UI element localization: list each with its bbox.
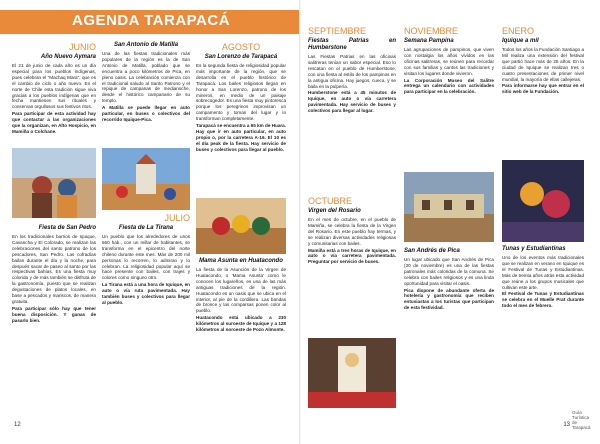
photo-san-lorenzo (196, 198, 286, 254)
page-number-right: 13 (563, 422, 570, 428)
event-info-semana-pampina: La Corporación Museo del Salitre entrega un calendario con actividades para participar en la celebración. (404, 77, 494, 95)
photo-aymara (12, 148, 96, 218)
event-info-tunas: El Festival de Tunas y Estudiantinas se celebra en el Muelle Prat durante todo el mes de febrero. (502, 291, 584, 309)
event-body-san-andres: Un lugar ubicado que San Andrés de Pica (30 de noviembre) es una de las fiestas patronales más coloridas de la comuna. Se celebra con bailes religiosos y es una linda oportunidad para visitar el oasis. (404, 257, 494, 286)
event-title-san-lorenzo: San Lorenzo de Tarapacá (204, 54, 278, 60)
side-guide-label: Guía Turística de Tarapacá (572, 410, 591, 430)
event-info-iquique-a-mil: Para informarse hay que entrar en el sitio web de la Fundación. (502, 83, 584, 95)
octubre-section (308, 196, 396, 266)
photo-pampina (404, 172, 494, 242)
event-body-iquique-a-mil: Todos los años la Fundación Santiago a Mil realiza una extensión del festival que partió hace más de 25 años. En la ciudad de Iquique se realizan tres o cuatro presentaciones de primer nivel mundial, la mayoría de ellas callejeras. (502, 47, 584, 82)
tunas-section (502, 246, 584, 310)
san-andres-section (404, 248, 494, 312)
page-title: AGENDA TARAPACÁ (72, 12, 231, 29)
photo-virgen-rosario (308, 338, 396, 408)
event-title-tunas: Tunas y Estudiantinas (502, 246, 566, 252)
event-info-matilla: A Matilla se puede llegar en auto particular, en buses o colectivos del recorrido Iquique-Pica. (102, 105, 190, 122)
event-body-san-pedro: En los tradicionales barrios de Iquique, Cavancha y El Colorado, se realizan las celebraciones del santo patrono de los pescadores, San Pedro. Las cofradías bailan durante el día y la noche, para después sacar de paseo al santo por las respectivas bahías. Es una fiesta muy colorida y de más también se disfruta de la gastronomía, puesto que se realizan degustaciones de platos locales, en base a pescados y mariscos, de manera gratuita. (12, 234, 96, 304)
month-junio: JUNIO (69, 42, 96, 52)
event-info-san-andres: Pica dispone de abundante oferta de hotelería y gastronomía que reciben entusiastas a los turistas que participan de esta festividad. (404, 287, 494, 311)
month-noviembre: NOVIEMBRE (404, 26, 459, 36)
event-info-fiestas-patrias: Humberstone está a 45 minutos de Iquique, en auto o vía carretera pavimentada. Hay servicio de buses y colectivos para llegar al lugar. (308, 90, 396, 114)
photo-matilla (102, 148, 190, 210)
event-body-virgen-rosario: En el mes de octubre, en el pueblo de Mamiña, se celebra la fiesta de la Virgen del Rosario. En este pueblo hay termas, y se realizan diversas actividades religiosas y comunitarias con bailes. (308, 217, 396, 246)
event-body-fiestas-patrias: Las Fiestas Patrias en las oficinas salitreras tenían un sabor especial. Eso lo rescatan en el pueblo de Humberstone, con una fiesta al estilo de los pampinos en la antigua oficina. Hay juegos, cueca, y se baila en la pulpería. (308, 54, 396, 89)
agosto-section (196, 42, 286, 154)
month-julio: JULIO (164, 213, 190, 223)
event-title-mama-asunta: Mama Asunta en Huatacondo (199, 258, 283, 264)
junio-section (12, 42, 96, 136)
month-enero: ENERO (502, 26, 535, 36)
month-octubre: OCTUBRE (308, 196, 353, 206)
page-number-left: 12 (14, 422, 21, 428)
event-body-mama-asunta: La fiesta de la Asunción de la Virgen de Huatacondo, o 'Mama Asunta' como le conocen los lugareños, es una de las más antiguas tradiciones de la región. Huatacondo es un oasis que se ubica en el interior, al pie de la cordillera. Las bandas de bronce y las comparsas ponen color al pueblo. (196, 267, 286, 314)
event-info-mama-asunta: Huatacondo está ubicado a 230 kilómetros al suroeste de Iquique y a 128 kilómetros al noroeste de Pozo Almonte. (196, 315, 286, 333)
event-info-la-tirana: La Tirana está a una hora de Iquique, en auto o vía ruta pavimentada. Hay también buses y colectivos para llegar al pueblo. (102, 282, 190, 305)
noviembre-section (404, 26, 494, 96)
event-title-la-tirana: Fiesta de La Tirana (118, 225, 174, 231)
julio-section (102, 213, 190, 307)
event-title-san-andres: San Andrés de Pica (404, 248, 460, 254)
event-title-ano-nuevo: Año Nuevo Aymara (40, 54, 96, 60)
septiembre-section (308, 26, 396, 115)
event-body-san-lorenzo: Es la segunda fiesta de religiosidad popular más importante de la región, que se desarrolla en el pueblo histórico de Tarapacá. Los bailes religiosos llegan en honor a San Lorenzo, patrono de los mineros, en medio de un paisaje sobrecogedor. Es una fiesta muy pintoresca porque los peregrinos improvisan un campamento y toman del lugar y lo transforman completamente. (196, 63, 286, 122)
matilla-section (102, 42, 190, 124)
event-info-virgen-rosario: Mamiña está a tres horas de Iquique, en auto o vía carretera pavimentada. Preguntar por servicio de buses. (308, 247, 396, 265)
event-title-fiestas-patrias: Fiestas Patrias en Humberstone (308, 38, 396, 51)
event-body-matilla: Una de las fiestas tradicionales más populares de la región es la de San Antonio de Matilla, poblado que se encuentra a poco kilómetros de Pica, en pleno oasis. La celebración comienza con el tradicional saludo al Santo Patrono y el repique de campanas de medianoche, desde el histórico campanario de su templo. (102, 51, 190, 104)
event-body-la-tirana: Un pueblo que los alrededores de unos 560 hab., con un millar de habitantes, se transforma en el epicentro del norte chileno durante este mes. Más de 200 mil personas lo recorren, lo admiran y lo celebran. La religiosidad popular aquí se hace presente con bailes, con trajes y colores como ninguno otro. (102, 234, 190, 281)
right-page (300, 0, 600, 444)
month-agosto: AGOSTO (221, 42, 261, 52)
month-septiembre: SEPTIEMBRE (308, 26, 367, 36)
event-info-ano-nuevo: Para participar de esta actividad hay que contactar a las organizaciones que la organizan, en Alto Hospicio, en Mamiña o Colchane. (12, 111, 96, 134)
event-body-ano-nuevo: El 21 de junio de cada año es un día especial para los pueblos indígenas, pues celebran el "Machaq Mara", que es el cambio de ciclo o año nuevo. En el norte de Chile esta tradición sigue viva gracias a los pueblos indígenas que en fecha mantienen sus rituales y conservan orgullosos sus festivos ritos. (12, 63, 96, 110)
enero-section (502, 26, 584, 96)
event-body-tunas: Uno de los eventos más tradicionales que se realizan en verano en Iquique es el Festival de Tunas y Estudiantinas. Más de treinta años atrás esta actividad que reúne a los grupos musicales que cultivan este arte. (502, 255, 584, 290)
event-title-iquique-a-mil: Iquique a mil (502, 38, 539, 44)
photo-iquique-a-mil (502, 160, 584, 242)
event-title-matilla: San Antonio de Matilla (113, 42, 179, 48)
event-title-san-pedro: Fiesta de San Pedro (38, 225, 96, 231)
event-title-virgen-rosario: Virgen del Rosario (308, 208, 361, 214)
event-title-semana-pampina: Semana Pampina (404, 38, 454, 44)
asunta-section (196, 258, 286, 334)
event-info-san-lorenzo: Tarapacá se encuentra a 65 km de Huara. Hay que ir en auto particular, en auto propio o, por la carretera A-16. El 10 es el día peak de la fiesta. Hay servicio de buses y colectivos para llegar al pueblo. (196, 123, 286, 152)
sanpedro-section (12, 225, 96, 325)
event-body-semana-pampina: Las agrupaciones de pampinos, que viven con nostalgia los años vividos en las oficinas salitreras, se reúnen para recordar con sus familias y cantos las tradiciones y visitan los lugares donde vivieron. (404, 47, 494, 76)
event-info-san-pedro: Para participar sólo hay que tener buena disposición. Y ganas de pasarlo bien. (12, 305, 96, 323)
